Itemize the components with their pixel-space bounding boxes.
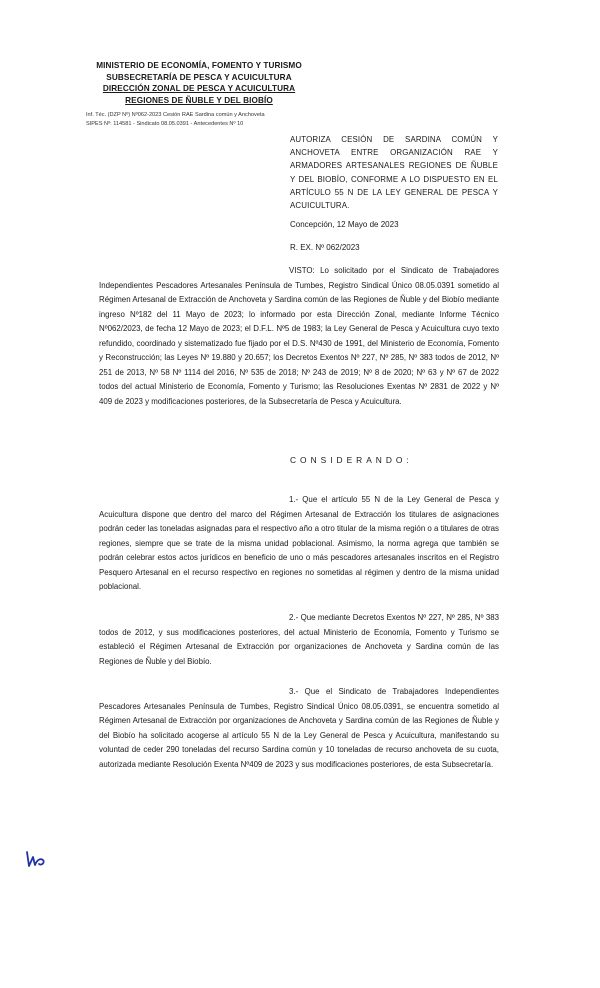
considerando-1 (99, 493, 499, 595)
initials-signature (24, 848, 48, 870)
reference-line-2: SIPES Nº: 114581 - Sindicato 08.05.0391 - Antecedentes Nº 10 (86, 120, 244, 127)
visto-paragraph (99, 264, 499, 409)
reference-block (86, 111, 316, 128)
considerando-3-text: 3.- Que el Sindicato de Trabajadores Independientes Pescadores Artesanales Península de Tumbes, Registro Sindical Único 08.05.0391, se encuentra sometido al Régimen Artesanal de Extracción por organizaciones de Anchoveta y Sardina común de las Regiones de Ñuble y del Biobío ha solicitado acogerse al artículo 55 N de la Ley General de Pesca y Acuicultura, manifestando su voluntad de ceder 290 toneladas del recurso Sardina común y 10 toneladas de recurso anchoveta de su cuota, autorizada mediante Resolución Exenta Nº409 de 2023 y sus modificaciones posteriores, de esta Subsecretaría. (99, 687, 499, 769)
considerando-3 (99, 685, 499, 772)
visto-text: VISTO: Lo solicitado por el Sindicato de Trabajadores Independientes Pescadores Artesanales Península de Tumbes, Registro Sindical Único 08.05.0391 sometido al Régimen Artesanal de Extracción de Anchoveta y Sardina común de las Regiones de Ñuble y del Biobío mediante ingreso Nº182 del 11 Mayo de 2023; lo informado por esta Dirección Zonal, mediante Informe Técnico Nº062/2023, de fecha 12 Mayo de 2023; el D.F.L. Nº5 de 1983; la Ley General de Pesca y Acuicultura cuyo texto refundido, coordinado y sistematizado fue fijado por el D.S. Nº430 de 1991, del Ministerio de Economía, Fomento y Reconstrucción; las Leyes Nº 19.880 y 20.657; los Decretos Exentos Nº 227, Nº 285, Nº 383 todos de 2012, Nº 251 de 2013, Nº 58 Nº 1114 del 2016, Nº 535 de 2018; Nº 243 de 2019; Nº 8 de 2020; Nº 63 y Nº 67 de 2022 todos del actual Ministerio de Economía, Fomento y Turismo; las Resoluciones Exentas Nº 2831 de 2022 y Nº 409 de 2023 y modificaciones posteriores, de la Subsecretaría de Pesca y Acuicultura. (99, 266, 499, 406)
letterhead-ministry: MINISTERIO DE ECONOMÍA, FOMENTO Y TURISMO (96, 61, 302, 70)
reference-line-1: Inf. Téc. (DZP Nº) Nº062-2023 Cesión RAE Sardina común y Anchoveta (86, 112, 265, 118)
considerando-title: CONSIDERANDO: (290, 455, 413, 465)
considerando-2-text: 2.- Que mediante Decretos Exentos Nº 227, Nº 285, Nº 383 todos de 2012, y sus modificaciones posteriores, del actual Ministerio de Economía, Fomento y Turismo se estableció el Régimen Artesanal de Extracción por organizaciones de Anchoveta y Sardina común de las Regiones de Ñuble y del Biobío. (99, 613, 499, 666)
signature-stroke (27, 852, 44, 866)
subject-heading: AUTORIZA CESIÓN DE SARDINA COMÚN Y ANCHOVETA ENTRE ORGANIZACIÓN RAE Y ARMADORES ARTESANALES REGIONES DE ÑUBLE Y DEL BIOBÍO, CONFORME A LO DISPUESTO EN EL ARTÍCULO 55 N DE LA LEY GENERAL DE PESCA Y ACUICULTURA. (290, 135, 498, 211)
letterhead (84, 60, 314, 106)
considerando-2 (99, 611, 499, 669)
letterhead-subsecretariat: SUBSECRETARÍA DE PESCA Y ACUICULTURA (106, 72, 292, 82)
resolution-number: R. EX. Nº 062/2023 (290, 243, 360, 252)
considerando-1-text: 1.- Que el artículo 55 N de la Ley General de Pesca y Acuicultura dispone que dentro del marco del Régimen Artesanal de Extracción los titulares de asignaciones podrán ceder las toneladas asignadas para el respectivo año a otro titular de la misma región o a titulares de otras regiones, siempre que se trate de la misma unidad poblacional. Asimismo, la norma agrega que también se podrán celebrar estos actos jurídicos en beneficio de uno o más pescadores artesanales inscritos en el Registro Pesquero Artesanal en el recurso respectivo en regiones no sometidas al régimen y dentro de la misma unidad poblacional. (99, 495, 499, 591)
letterhead-zonal-direction: DIRECCIÓN ZONAL DE PESCA Y ACUICULTURA (102, 84, 296, 93)
letterhead-regions: REGIONES DE ÑUBLE Y DEL BIOBÍO (125, 95, 273, 105)
document-date: Concepción, 12 Mayo de 2023 (290, 220, 399, 229)
